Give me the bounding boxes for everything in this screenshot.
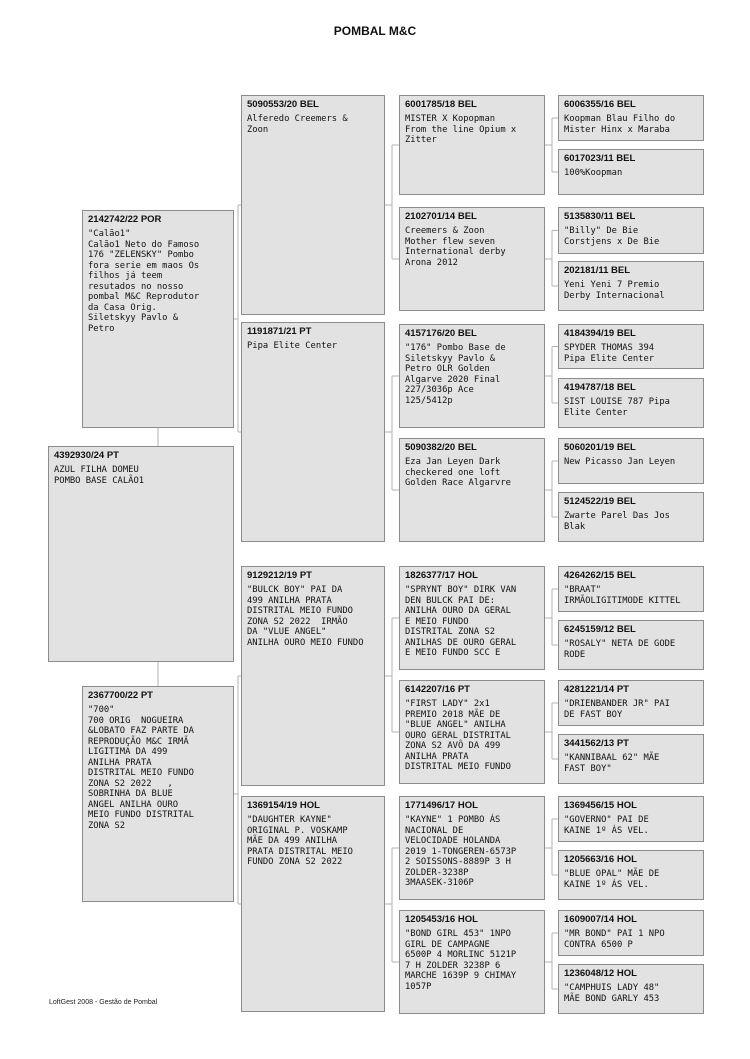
ring-number: 4194787/18 BEL	[564, 382, 636, 393]
pedigree-card-ancestor-29	[558, 850, 704, 900]
bird-description: AZUL FILHA DOMEU POMBO BASE CALÃO1	[54, 465, 145, 486]
ring-number: 4281221/14 PT	[564, 684, 629, 695]
bird-description: "176" Pombo Base de Siletskyy Pavlo & Petro OLR Golden Algarve 2020 Final 227/3036p Ace 125/5412p	[405, 343, 506, 406]
pedigree-card-ancestor-17	[558, 149, 704, 195]
pedigree-card-ancestor-21	[558, 378, 704, 428]
bird-description: "SPRYNT BOY" DIRK VAN DEN BULCK PAI DE: ANILHA OURO DA GERAL E MEIO FUNDO DISTRITAL ZONA S2 ANILHAS DE OURO GERAL E MEIO FUNDO SCC E	[405, 585, 517, 658]
ring-number: 1205453/16 HOL	[405, 914, 478, 925]
page-title: POMBAL M&C	[333, 24, 417, 38]
pedigree-card-ancestor-31	[558, 964, 704, 1014]
pedigree-card-ancestor-20	[558, 324, 704, 369]
pedigree-card-ancestor-30	[558, 910, 704, 956]
ring-number: 5090553/20 BEL	[247, 99, 319, 110]
ring-number: 4392930/24 PT	[54, 450, 119, 461]
pedigree-card-ancestor-15	[399, 910, 545, 1014]
bird-description: SIST LOUISE 787 Pipa Elite Center	[564, 397, 670, 418]
pedigree-card-ancestor-14	[399, 796, 545, 900]
bird-description: "CAMPHUIS LADY 48" MÃE BOND GARLY 453	[564, 983, 660, 1004]
ring-number: 2102701/14 BEL	[405, 211, 477, 222]
bird-description: Alferedo Creemers & Zoon	[247, 114, 348, 135]
bird-description: MISTER X Kopopman From the line Opium x Zitter	[405, 114, 517, 145]
bird-description: New Picasso Jan Leyen	[564, 457, 676, 467]
pedigree-card-ancestor-22	[558, 438, 704, 484]
bird-description: "DRIENBANDER JR" PAI DE FAST BOY	[564, 699, 670, 720]
bird-description: "BLUE OPAL" MÃE DE KAINE 1º ÁS VEL.	[564, 869, 660, 890]
pedigree-card-ancestor-9	[399, 207, 545, 311]
ring-number: 6006355/16 BEL	[564, 99, 636, 110]
ring-number: 9129212/19 PT	[247, 570, 312, 581]
ring-number: 5090382/20 BEL	[405, 442, 477, 453]
footer-text: LoftGest 2008 - Gestão de Pombal	[49, 999, 158, 1006]
pedigree-card-sire-dam	[241, 322, 385, 542]
ring-number: 6245159/12 BEL	[564, 624, 636, 635]
bird-description: Yeni Yeni 7 Premio Derby Internacional	[564, 280, 665, 301]
ring-number: 1205663/16 HOL	[564, 854, 637, 865]
ring-number: 4157176/20 BEL	[405, 328, 477, 339]
ring-number: 6001785/18 BEL	[405, 99, 477, 110]
bird-description: Eza Jan Leyen Dark checkered one loft Golden Race Algarvre	[405, 457, 511, 488]
bird-description: Koopman Blau Filho do Mister Hinx x Maraba	[564, 114, 676, 135]
ring-number: 1771496/17 HOL	[405, 800, 478, 811]
pedigree-card-ancestor-23	[558, 492, 704, 542]
pedigree-card-subject	[48, 446, 234, 662]
pedigree-card-sire-sire	[241, 95, 385, 315]
ring-number: 1826377/17 HOL	[405, 570, 478, 581]
pedigree-card-ancestor-27	[558, 734, 704, 784]
ring-number: 4184394/19 BEL	[564, 328, 636, 339]
bird-description: "BRAAT" IRMÃOLIGITIMODE KITTEL	[564, 585, 681, 606]
ring-number: 5135830/11 BEL	[564, 211, 636, 222]
bird-description: "Billy" De Bie Corstjens x De Bie	[564, 226, 660, 247]
bird-description: Zwarte Parel Das Jos Blak	[564, 511, 670, 532]
ring-number: 1369456/15 HOL	[564, 800, 637, 811]
ring-number: 5124522/19 BEL	[564, 496, 636, 507]
pedigree-card-dam-dam	[241, 796, 385, 1012]
pedigree-card-ancestor-16	[558, 95, 704, 141]
bird-description: "BOND GIRL 453" 1NPO GIRL DE CAMPAGNE 6500P 4 MORLINC 5121P 7 H ZOLDER 3238P 6 MARCHE 1639P 9 CHIMAY 1057P	[405, 929, 517, 992]
pedigree-card-ancestor-12	[399, 566, 545, 670]
ring-number: 3441562/13 PT	[564, 738, 629, 749]
bird-description: "KAYNE" 1 POMBO ÁS NACIONAL DE VELOCIDADE HOLANDA 2019 1-TONGEREN-6573P 2 SOISSONS-8889P 3 H ZOLDER-3238P 3MAASEK-3106P	[405, 815, 517, 888]
ring-number: 6142207/16 PT	[405, 684, 470, 695]
pedigree-card-ancestor-25	[558, 620, 704, 670]
bird-description: 100%Koopman	[564, 168, 623, 178]
ring-number: 4264262/15 BEL	[564, 570, 636, 581]
bird-description: Creemers & Zoon Mother flew seven International derby Arona 2012	[405, 226, 506, 268]
pedigree-card-ancestor-8	[399, 95, 545, 195]
bird-description: SPYDER THOMAS 394 Pipa Elite Center	[564, 343, 655, 364]
ring-number: 2367700/22 PT	[88, 690, 153, 701]
ring-number: 1609007/14 HOL	[564, 914, 637, 925]
bird-description: "MR BOND" PAI 1 NPO CONTRA 6500 P	[564, 929, 665, 950]
pedigree-card-ancestor-13	[399, 680, 545, 784]
ring-number: 2142742/22 POR	[88, 214, 162, 225]
bird-description: "ROSALY" NETA DE GODE RODE	[564, 639, 676, 660]
pedigree-card-dam-sire	[241, 566, 385, 786]
pedigree-card-ancestor-24	[558, 566, 704, 612]
ring-number: 6017023/11 BEL	[564, 153, 636, 164]
ring-number: 1236048/12 HOL	[564, 968, 637, 979]
pedigree-card-dam	[82, 686, 234, 902]
ring-number: 1369154/19 HOL	[247, 800, 320, 811]
bird-description: Pipa Elite Center	[247, 341, 338, 351]
bird-description: "700" 700 ORIG NOGUEIRA &LOBATO FAZ PARTE DA REPRODUÇÃO M&C IRMÃ LIGITIMA DA 499 ANILHA PRATA DISTRITAL MEIO FUNDO ZONA S2 2022 , SOBRINHA DA BLUE ANGEL ANILHA OURO MEIO FUNDO DISTRITAL ZONA S2	[88, 705, 194, 831]
ring-number: 1191871/21 PT	[247, 326, 312, 337]
pedigree-card-ancestor-26	[558, 680, 704, 726]
bird-description: "BULCK BOY" PAI DA 499 ANILHA PRATA DISTRITAL MEIO FUNDO ZONA S2 2022 IRMÃO DA "VLUE ANGEL" ANILHA OURO MEIO FUNDO	[247, 585, 364, 648]
bird-description: "Calão1" Calão1 Neto do Famoso 176 "ZELENSKY" Pombo fora serie em maos Os filhos já teem resutados no nosso pombal M&C Reprodutor da Casa Orig. Siletskyy Pavlo & Petro	[88, 229, 200, 334]
pedigree-card-ancestor-19	[558, 261, 704, 311]
bird-description: "KANNIBAAL 62" MÃE FAST BOY"	[564, 753, 660, 774]
bird-description: "FIRST LADY" 2x1 PREMIO 2018 MÃE DE "BLUE ANGEL" ANILHA OURO GERAL DISTRITAL ZONA S2 AVÔ DA 499 ANILHA PRATA DISTRITAL MEIO FUNDO	[405, 699, 511, 772]
pedigree-card-sire	[82, 210, 234, 428]
ring-number: 5060201/19 BEL	[564, 442, 636, 453]
pedigree-card-ancestor-28	[558, 796, 704, 842]
bird-description: "GOVERNO" PAI DE KAINE 1º ÁS VEL.	[564, 815, 649, 836]
pedigree-card-ancestor-11	[399, 438, 545, 542]
bird-description: "DAUGHTER KAYNE" ORIGINAL P. VOSKAMP MÃE DA 499 ANILHA PRATA DISTRITAL MEIO FUNDO ZONA S2 2022	[247, 815, 353, 867]
pedigree-card-ancestor-10	[399, 324, 545, 428]
pedigree-card-ancestor-18	[558, 207, 704, 254]
ring-number: 202181/11 BEL	[564, 265, 631, 276]
